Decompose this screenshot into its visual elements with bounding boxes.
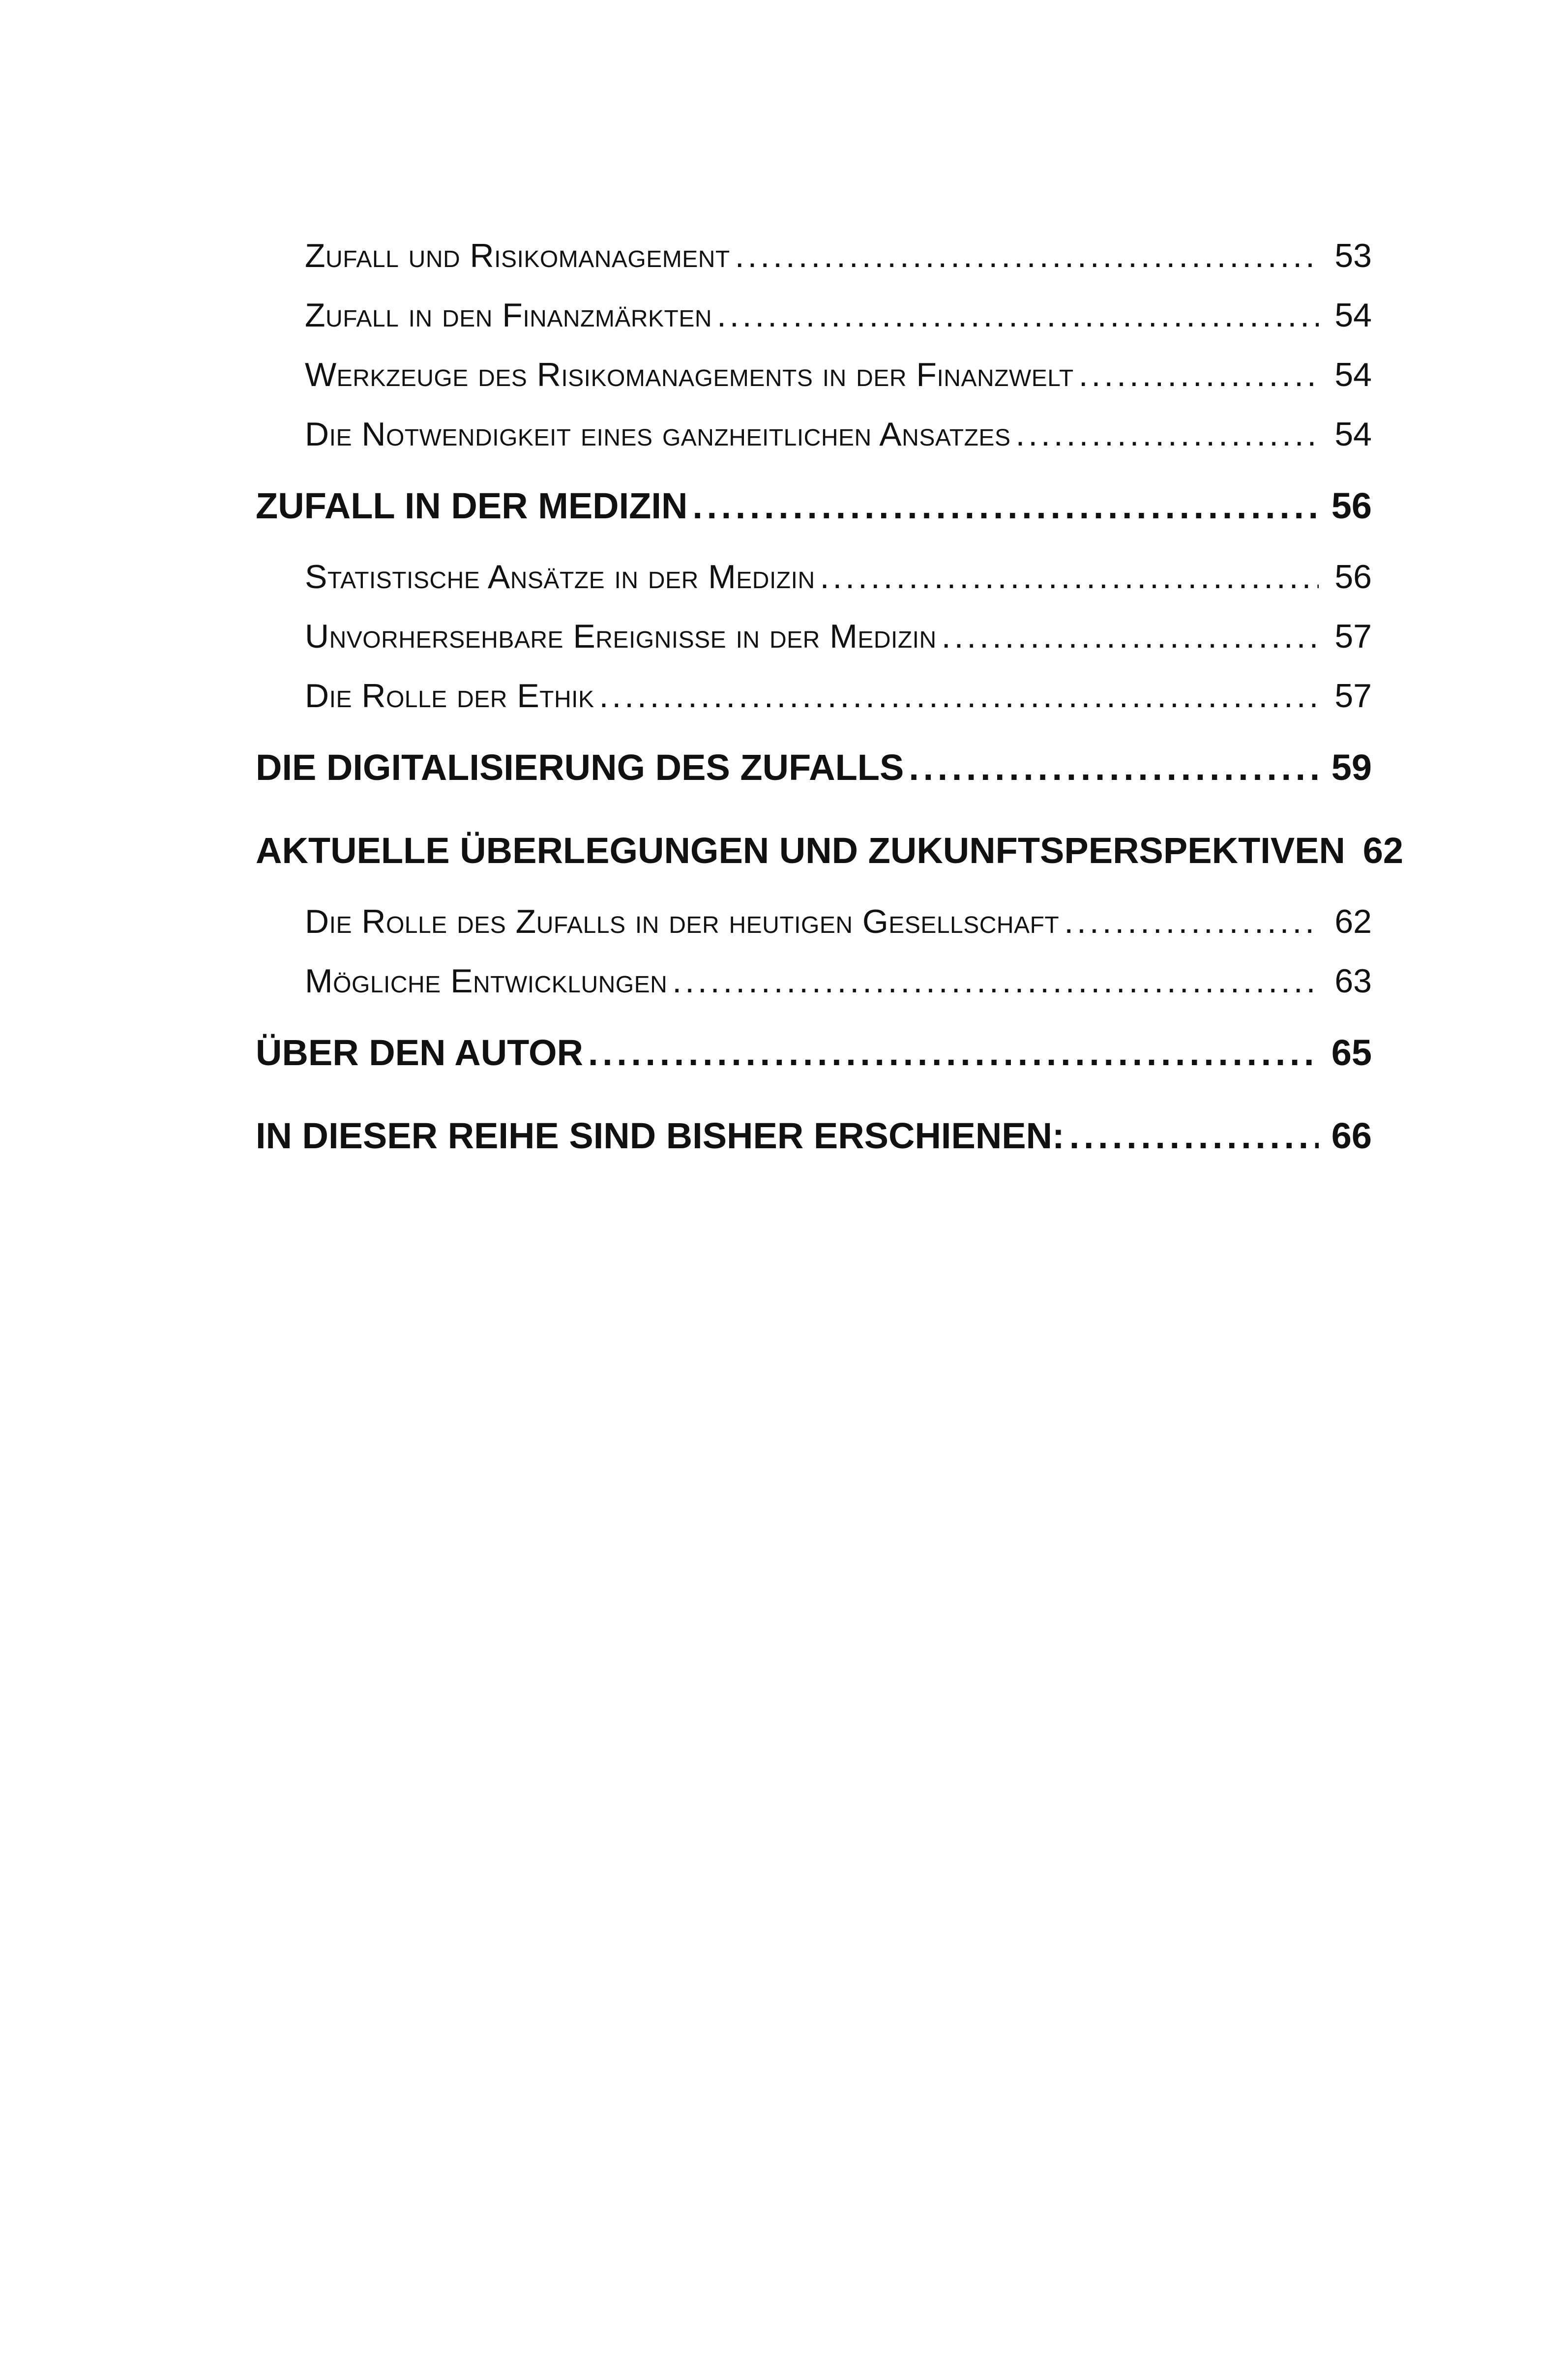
toc-entry-page-number: 62 [1334,903,1372,940]
toc-entry-page-number: 57 [1334,677,1372,715]
toc-chapter-title: IN DIESER REIHE SIND BISHER ERSCHIENEN: [256,1115,1065,1156]
toc-chapter-page-number: 66 [1331,1115,1372,1156]
toc-entry-title: Die Notwendigkeit eines ganzheitlichen Ansatzes [305,416,1011,453]
dot-leader [672,952,1319,1011]
toc-entry-rolle-des-zufalls-gesellschaft[interactable] [305,892,1372,952]
toc-entry-title: Statistische Ansätze in der Medizin [305,558,815,596]
dot-leader [1079,345,1319,405]
toc-entry-title: Zufall in den Finanzmärkten [305,297,712,334]
toc-entry-statistische-ansaetze[interactable] [305,547,1372,607]
toc-entry-title: Die Rolle des Zufalls in der heutigen Gesellschaft [305,903,1060,940]
toc-entry-title: Mögliche Entwicklungen [305,962,668,1000]
toc-entry-page-number: 63 [1334,962,1372,1000]
toc-chapter-page-number: 62 [1362,830,1403,871]
toc-chapter-page-number: 59 [1331,747,1372,788]
dot-leader [1015,405,1319,464]
toc-entry-page-number: 54 [1334,356,1372,393]
dot-leader [735,226,1319,286]
toc-entry-moegliche-entwicklungen[interactable] [305,952,1372,1011]
dot-leader [1064,892,1319,952]
dot-leader [909,726,1319,809]
toc-chapter-page-number: 65 [1331,1032,1372,1073]
toc-entry-page-number: 54 [1334,416,1372,453]
toc-chapter-ueber-den-autor[interactable] [256,1011,1372,1094]
toc-entry-page-number: 57 [1334,618,1372,655]
table-of-contents [256,226,1403,1177]
toc-chapter-aktuelle-ueberlegungen[interactable] [256,809,1403,892]
toc-chapter-title: ZUFALL IN DER MEDIZIN [256,485,688,526]
dot-leader [692,464,1319,547]
dot-leader [717,286,1319,345]
toc-chapter-title: ÜBER DEN AUTOR [256,1032,584,1073]
dot-leader [820,547,1319,607]
toc-chapter-title: AKTUELLE ÜBERLEGUNGEN UND ZUKUNFTSPERSPEKTIVEN [256,830,1345,871]
toc-chapter-in-dieser-reihe[interactable] [256,1094,1372,1177]
dot-leader [599,666,1319,726]
toc-entry-page-number: 54 [1334,297,1372,334]
toc-chapter-page-number: 56 [1331,485,1372,526]
toc-entry-page-number: 56 [1334,558,1372,596]
toc-entry-rolle-der-ethik[interactable] [305,666,1372,726]
toc-chapter-zufall-in-der-medizin[interactable] [256,464,1372,547]
toc-entry-notwendigkeit-ganzheitlicher-ansatz[interactable] [305,405,1372,464]
toc-entry-title: Werkzeuge des Risikomanagements in der Finanzwelt [305,356,1074,393]
toc-entry-werkzeuge-des-risikomanagements[interactable] [305,345,1372,405]
toc-entry-zufall-in-den-finanzmaerkten[interactable] [305,286,1372,345]
dot-leader [942,607,1319,666]
toc-entry-page-number: 53 [1334,237,1372,274]
toc-chapter-title: DIE DIGITALISIERUNG DES ZUFALLS [256,747,904,788]
toc-entry-title: Unvorhersehbare Ereignisse in der Medizin [305,618,937,655]
toc-entry-title: Zufall und Risikomanagement [305,237,730,274]
toc-entry-title: Die Rolle der Ethik [305,677,594,715]
dot-leader [1069,1094,1319,1177]
toc-entry-zufall-und-risikomanagement[interactable] [305,226,1372,286]
toc-entry-unvorhersehbare-ereignisse[interactable] [305,607,1372,666]
dot-leader [588,1011,1319,1094]
toc-chapter-digitalisierung-des-zufalls[interactable] [256,726,1372,809]
